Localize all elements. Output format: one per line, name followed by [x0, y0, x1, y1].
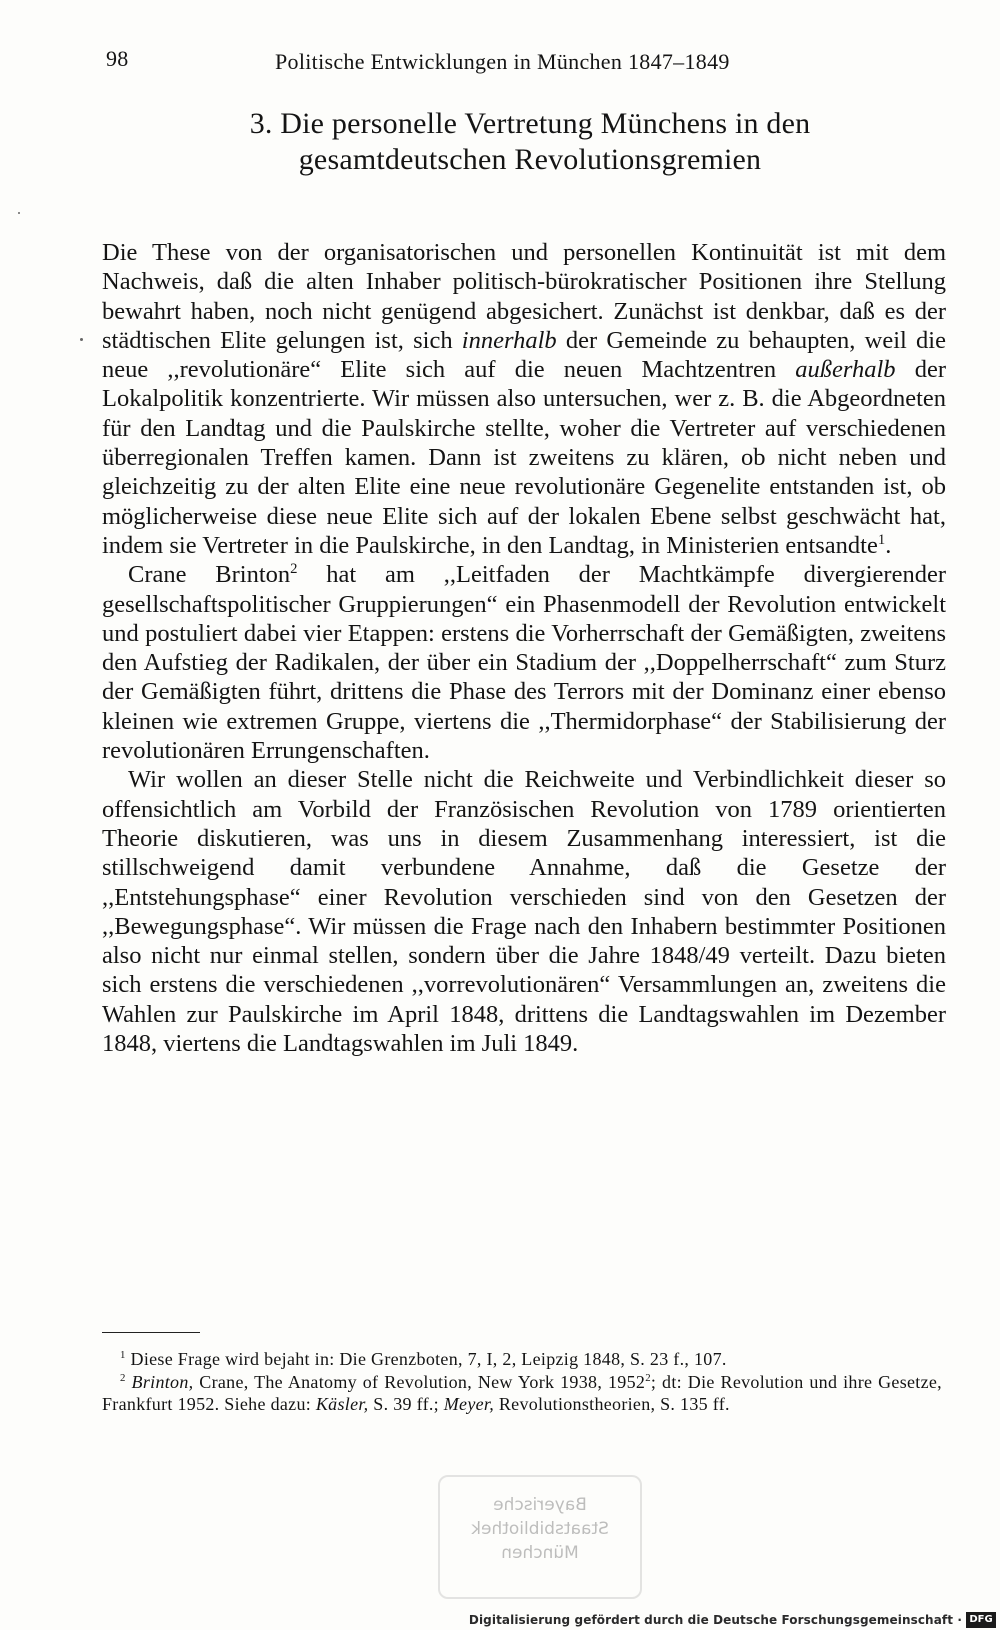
footnote-divider — [102, 1332, 200, 1333]
scan-speck — [18, 212, 20, 214]
paragraph-1-text-b: der Gemeinde zu behaupten, weil die neue ,,revolutionäre“ Elite sich auf die neuen Machtzentren — [102, 326, 946, 384]
digitization-footer — [0, 1612, 1000, 1630]
footnote-2-text-d: Revolutionstheorien, S. 135 ff. — [494, 1394, 730, 1414]
footnote-2-edition-marker: 2 — [645, 1371, 651, 1384]
chapter-heading-line-2: gesamtdeutschen Revolutionsgremien — [298, 143, 762, 176]
paragraph-2-text-a: Crane Brinton — [128, 561, 291, 589]
footnote-marker-2[interactable]: 2 — [290, 561, 298, 578]
paragraph-1 — [102, 238, 946, 560]
library-stamp-text — [440, 1493, 640, 1565]
page-number: 98 — [106, 46, 129, 71]
footnote-2-text-a: Crane, The Anatomy of Revolution, New York 1938, 1952 — [193, 1371, 646, 1392]
paragraph-1-text-d: . — [885, 531, 892, 559]
footnote-2-author: Brinton, — [131, 1371, 194, 1392]
chapter-heading — [140, 106, 920, 178]
body-text — [102, 238, 946, 1058]
chapter-heading-line-1: 3. Die personelle Vertretung Münchens in den — [249, 107, 811, 140]
paragraph-2-text-b: hat am ,,Leitfaden der Machtkämpfe divergierender gesellschaftspolitischer Gruppierungen“ ein Phasenmodell der Revolution entwickelt und postuliert dabei vier Etappen: erstens die Vorherrschaft der Gemäßigten, zweitens den Aufstieg der Radikalen, der über ein Stadium der ,,Doppelherrschaft“ zum Sturz der Gemäßigten führt, drittens die Phase des Terrors mit der Dominanz einer ebenso kleinen wie extremen Gruppe, viertens die ,,Thermidorphase“ der Stabilisierung der revolutionären Errungenschaften. — [102, 561, 946, 765]
footnote-1 — [102, 1348, 942, 1371]
footnote-2-author-kaesler: Käsler, — [315, 1394, 369, 1414]
paragraph-2 — [102, 560, 946, 765]
footnote-1-text: Diese Frage wird bejaht in: Die Grenzboten, 7, I, 2, Leipzig 1848, S. 23 f., 107. — [130, 1349, 727, 1369]
footnotes — [102, 1348, 942, 1416]
footnote-2-number: 2 — [120, 1371, 126, 1384]
footnote-2-text-b: ; dt: Die Revolution und ihre Gesetze, Frankfurt 1952. Siehe dazu: — [102, 1371, 942, 1414]
scan-speck — [80, 338, 83, 341]
stamp-line-3: München — [501, 1543, 579, 1563]
digitization-note: Digitalisierung gefördert durch die Deutsche Forschungsgemeinschaft · — [468, 1613, 962, 1627]
paragraph-1-text-a: Die These von der organisatorischen und personellen Kontinuität ist mit dem Nachweis, daß die alten Inhaber politisch-bürokratischer Positionen ihre Stellung bewahrt haben, noch nicht genügend abgesichert. Zunächst ist denkbar, daß es der städtischen Elite gelungen ist, sich — [102, 239, 946, 354]
stamp-line-2: Staatsbibliothek — [471, 1519, 609, 1539]
running-head — [100, 46, 960, 76]
running-title: Politische Entwicklungen in München 1847–1849 — [275, 49, 730, 74]
stamp-line-1: Bayerische — [493, 1495, 587, 1515]
footnote-2 — [102, 1371, 942, 1416]
dfg-logo: DFG — [966, 1612, 996, 1628]
emphasis-ausserhalb: außerhalb — [795, 356, 896, 384]
emphasis-innerhalb: innerhalb — [461, 326, 557, 354]
footnote-1-number: 1 — [120, 1349, 126, 1361]
footnote-marker-1[interactable]: 1 — [877, 531, 886, 548]
paragraph-3: Wir wollen an dieser Stelle nicht die Reichweite und Verbindlichkeit dieser so offensichtlich am Vorbild der Französischen Revolution von 1789 orientierten Theorie diskutieren, was uns in diesem Zusammenhang interessiert, ist die stillschweigend damit verbundene Annahme, daß die Gesetze der ,,Entstehungsphase“ einer Revolution verschieden sind von den Gesetzen der ,,Bewegungsphase“. Wir müssen die Frage nach den Inhabern bestimmter Positionen also nicht nur einmal stellen, sondern über die Jahre 1848/49 verteilt. Dazu bieten sich erstens die verschiedenen ,,vorrevolutionären“ Versammlungen an, zweitens die Wahlen zur Paulskirche im April 1848, drittens die Landtagswahlen im Dezember 1848, viertens die Landtagswahlen im Juli 1849. — [102, 766, 946, 1058]
paragraph-1-text-c: der Lokalpolitik konzentrierte. Wir müssen also untersuchen, wer z. B. die Abgeordneten für den Landtag und die Paulskirche stellte, woher die Vertreter auf verschiedenen überregionalen Treffen kamen. Dann ist zweitens zu klären, ob nicht neben und gleichzeitig zu der alten Elite eine neue revolutionäre Gegenelite entstanden ist, ob möglicherweise diese neue Elite sich auf der lokalen Ebene selbst geschwächt hat, indem sie Vertreter in die Paulskirche, in den Landtag, in Ministerien entsandte — [102, 356, 946, 559]
footnote-2-author-meyer: Meyer, — [443, 1394, 495, 1414]
footnote-2-text-c: S. 39 ff.; — [368, 1394, 444, 1414]
library-stamp — [438, 1475, 642, 1599]
